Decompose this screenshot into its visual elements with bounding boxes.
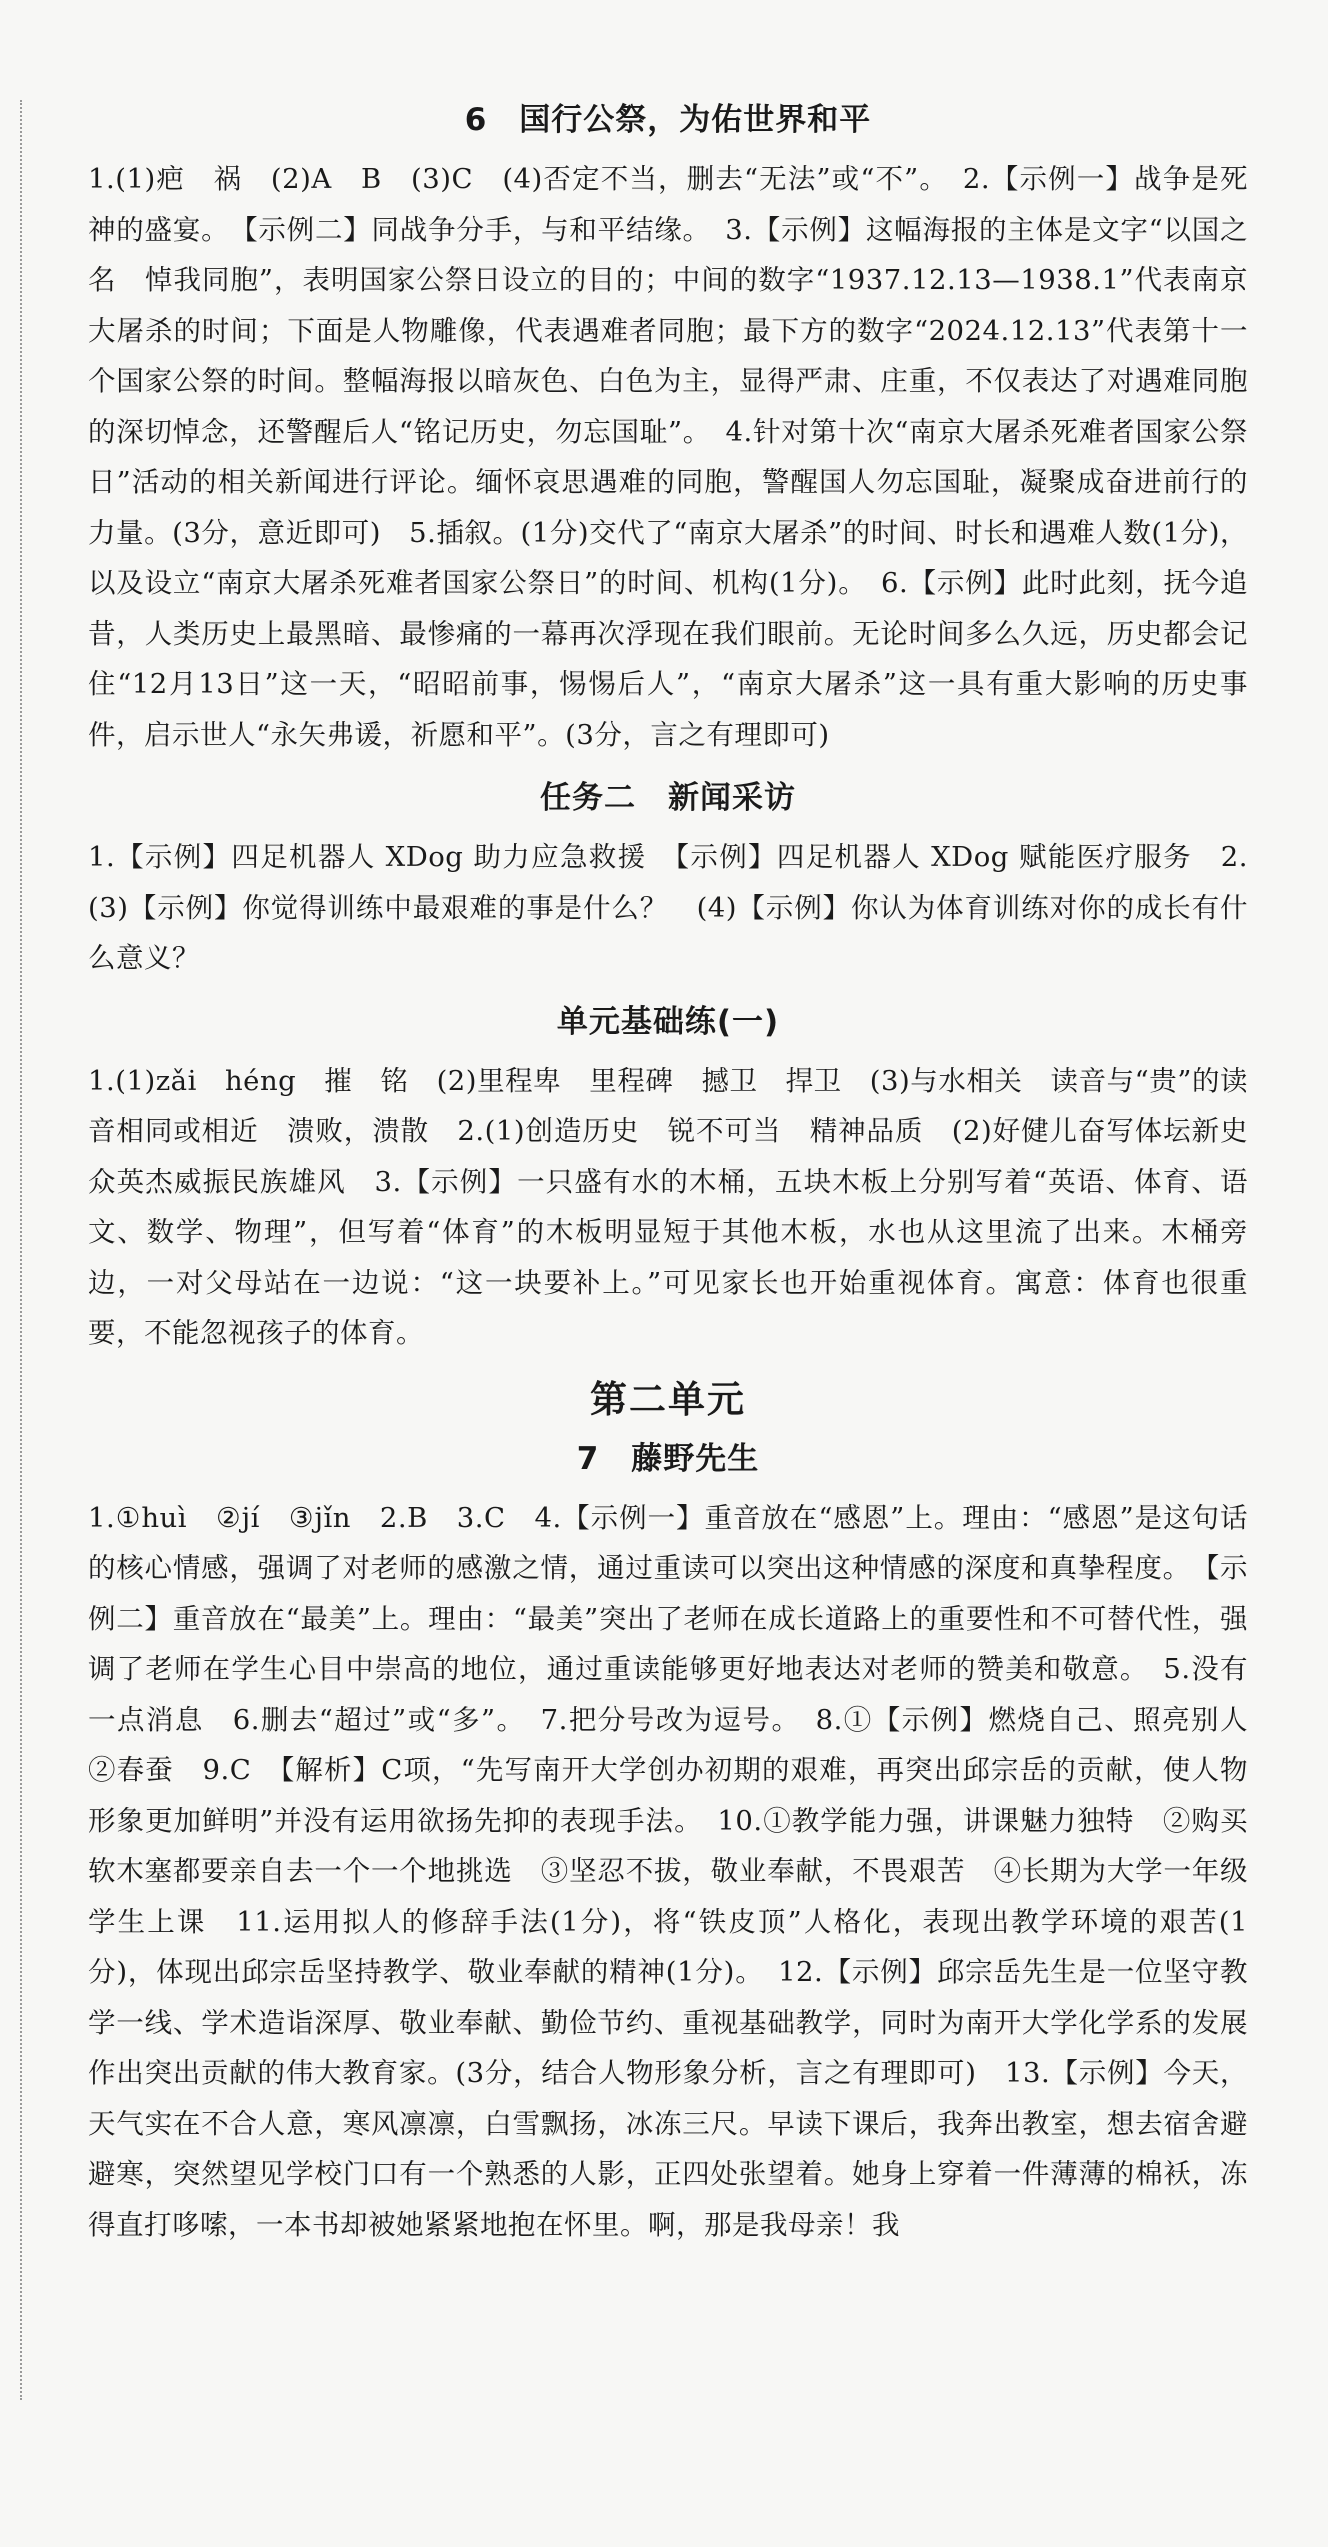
section-title-6: 6 国行公祭，为佑世界和平 [464,102,872,138]
unit-practice-1-answers: 1.(1)zǎi héng 摧 铭 (2)里程卑 里程碑 撼卫 捍卫 (3)与水相关 读音与“贵”的读音相同或相近 溃败，溃散 2.(1)创造历史 锐不可当 精神品质 (2)好健儿奋写体坛新史 众英杰威振民族雄风 3.【示例】一只盛有水的木桶，五块木板上分别写着“英语、体育、语文、数学、物理”，但写着“体育”的木板明显短于其他木板，水也从这里流了出来。木桶旁边，一对父母站在一边说：“这一块要补上。”可见家长也开始重视体育。寓意：体育也很重要，不能忽视孩子的体育。 [88,1064,1276,1349]
unit-title: 第二单元 [590,1377,746,1421]
answer-content [88,92,1276,2260]
section-title-task2: 任务二 新闻采访 [540,780,796,816]
section-title-7: 7 藤野先生 [576,1440,760,1477]
section-6-answers: 1.(1)疤 祸 (2)A B (3)C (4)否定不当，删去“无法”或“不”。 2.【示例一】战争是死神的盛宴。 【示例二】同战争分手，与和平结缘。 3.【示例】这幅海报的主体是文字“以国之名 悼我同胞”，表明国家公祭日设立的目的；中间的数字“1937.12.13—1938.1”代表南京大屠杀的时间；下面是人物雕像，代表遇难者同胞；最下方的数字“2024.12.13”代表第十一个国家公祭的时间。整幅海报以暗灰色、白色为主，显得严肃、庄重，不仅表达了对遇难同胞的深切悼念，还警醒后人“铭记历史，勿忘国耻”。 4.针对第十次“南京大屠杀死难者国家公祭日”活动的相关新闻进行评论。缅怀哀思遇难的同胞，警醒国人勿忘国耻，凝聚成奋进前行的力量。(3分，意近即可) 5.插叙。(1分)交代了“南京大屠杀”的时间、时长和遇难人数(1分)，以及设立“南京大屠杀死难者国家公祭日”的时间、机构(1分)。 6.【示例】此时此刻，抚今追昔，人类历史上最黑暗、最惨痛的一幕再次浮现在我们眼前。无论时间多么久远，历史都会记住“12月13日”这一天，“昭昭前事，惕惕后人”，“南京大屠杀”这一具有重大影响的历史事件，启示世人“永矢弗谖，祈愿和平”。(3分，言之有理即可) [88,163,1248,751]
section-7-answers: 1.①huì ②jí ③jǐn 2.B 3.C 4.【示例一】重音放在“感恩”上。理由：“感恩”是这句话的核心情感，强调了对老师的感激之情，通过重读可以突出这种情感的深度和真挚程度。 【示例二】重音放在“最美”上。理由：“最美”突出了老师在成长道路上的重要性和不可替代性，强调了老师在学生心目中崇高的地位，通过重读能够更好地表达对老师的赞美和敬意。 5.没有一点消息 6.删去“超过”或“多”。 7.把分号改为逗号。 8.①【示例】燃烧自己、照亮别人 ②春蚕 9.C 【解析】C项，“先写南开大学创办初期的艰难，再突出邱宗岳的贡献，使人物形象更加鲜明”并没有运用欲扬先抑的表现手法。 10.①教学能力强，讲课魅力独特 ②购买软木塞都要亲自去一个一个地挑选 ③坚忍不拔，敬业奉献，不畏艰苦 ④长期为大学一年级学生上课 11.运用拟人的修辞手法(1分)，将“铁皮顶”人格化，表现出教学环境的艰苦(1分)，体现出邱宗岳坚持教学、敬业奉献的精神(1分)。 12.【示例】邱宗岳先生是一位坚守教学一线、学术造诣深厚、敬业奉献、勤俭节约、重视基础教学，同时为南开大学化学系的发展作出突出贡献的伟大教育家。(3分，结合人物形象分析，言之有理即可) 13.【示例】今天，天气实在不合人意，寒风凛凛，白雪飘扬，冰冻三尺。早读下课后，我奔出教室，想去宿舍避避寒，突然望见学校门口有一个熟悉的人影，正四处张望着。她身上穿着一件薄薄的棉袄，冻得直打哆嗦，一本书却被她紧紧地抱在怀里。啊，那是我母亲！我 [88,1501,1276,2241]
margin-dotted-rule [20,100,22,2400]
task2-answers: 1.【示例】四足机器人 XDog 助力应急救援 【示例】四足机器人 XDog 赋能医疗服务 2.(3)【示例】你觉得训练中最艰难的事是什么？ (4)【示例】你认为体育训练对你的成长有什么意义？ [88,841,1248,974]
section-title-unit-practice-1: 单元基础练(一) [556,1003,780,1040]
